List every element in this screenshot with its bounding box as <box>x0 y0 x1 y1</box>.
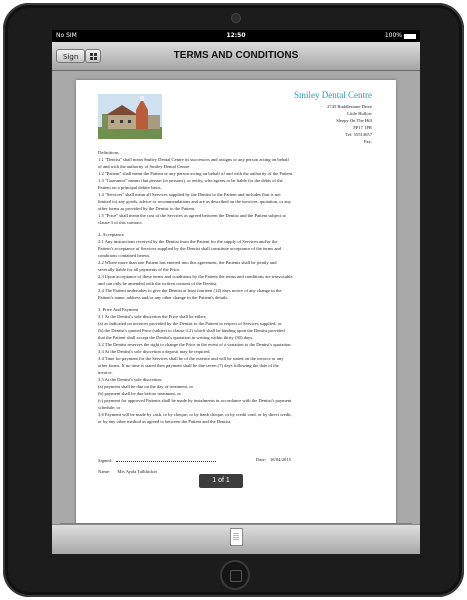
building-image <box>98 94 162 139</box>
terms-line: 3.3 At the Dentist's sole discretion a deposit may be required. <box>98 349 211 354</box>
terms-line: (b) the Dentist's quoted Price (subject to clause 3.2) which shall be binding upon the Dentist provided <box>98 328 285 333</box>
company-address-line: FP17 1PR <box>353 125 372 130</box>
terms-line: 3. Price And Payment <box>98 307 139 312</box>
signed-label: Signed: <box>98 458 113 463</box>
carrier-label: No SIM <box>56 32 77 39</box>
camera-icon <box>231 13 241 23</box>
terms-line: limited to) any goods, advice or recommendations and are as described on the invoices, quotation, or any <box>98 199 292 204</box>
terms-line: (c) payment for approved Patients shall be made by instalments in accordance with the Dentist's payment <box>98 398 292 403</box>
company-address-line: Little Hollow <box>347 111 372 116</box>
terms-line: 1.1 "Dentist" shall mean Smiley Dental Centre its successors and assigns or any person acting on behalf <box>98 157 289 162</box>
terms-line: other forms. If no time is stated then payment shall be due seven (7) days following the date of the <box>98 363 279 368</box>
tablet-device <box>3 3 464 597</box>
terms-line: 1.5 "Price" shall mean the cost of the Services as agreed between the Dentist and the Patient subject to <box>98 213 287 218</box>
terms-line: 2.3 Upon acceptance of these terms and conditions by the Patient the terms and conditions are irrevocable <box>98 274 293 279</box>
grid-icon <box>90 53 97 60</box>
terms-line: schedule; or <box>98 405 121 410</box>
top-toolbar <box>52 42 420 71</box>
name-value: Mrs Ayala Tallthicket <box>117 469 157 474</box>
terms-line: Patient on a principal debtor basis. <box>98 185 162 190</box>
battery-status <box>385 30 416 42</box>
page-title: TERMS AND CONDITIONS <box>173 50 299 61</box>
document-page[interactable] <box>76 80 396 524</box>
terms-line: conditions contained herein. <box>98 253 150 258</box>
page-thumbnail[interactable] <box>230 528 243 546</box>
terms-line: 3.2 The Dentist reserves the right to change the Price in the event of a variation to the Dentist's quotation. <box>98 342 292 347</box>
terms-line: clause 3 of this contract. <box>98 220 143 225</box>
terms-line: (a) payment shall be due on the day of treatment, or <box>98 384 194 389</box>
screen <box>52 30 420 554</box>
company-address-line: 2745 Ruddlestone Drive <box>327 104 372 109</box>
company-address-line: Fax: <box>363 139 372 144</box>
date-value: 16/04/2015 <box>270 457 291 462</box>
clock: 12:50 <box>226 32 246 39</box>
company-name: Smiley Dental Centre <box>294 90 372 100</box>
terms-line: 3.5 At the Dentist's sole discretion; <box>98 377 163 382</box>
terms-line: and can only be amended with the written consent of the Dentist. <box>98 281 218 286</box>
date-label: Date: <box>256 457 266 462</box>
terms-line: of and with the authority of Smiley Dental Centre <box>98 164 190 169</box>
terms-line: (a) as indicated on invoices provided by the Dentist to the Patient in respect of Services supplied; or <box>98 321 282 326</box>
thumbnail-bar <box>52 524 420 554</box>
terms-line: 1.4 "Services" shall mean all Services supplied by the Dentist to the Patient and includes (but is not <box>98 192 281 197</box>
terms-line: other forms as provided by the Dentist to the Patient. <box>98 206 196 211</box>
sign-button[interactable]: Sign <box>56 49 85 63</box>
terms-line: 3.4 Time for payment for the Services shall be of the essence and will be stated on the invoice or any <box>98 356 284 361</box>
signed-row <box>98 456 382 463</box>
terms-line: that the Patient shall accept the Dentist's quotation in writing within thirty (30) days. <box>98 335 254 340</box>
terms-line: Patient's name, address and/or any other change in the Patient's details. <box>98 295 229 300</box>
company-address-line: Tel: 55513657 <box>345 132 372 137</box>
battery-percent: 100% <box>384 32 402 39</box>
home-button[interactable] <box>220 560 250 590</box>
terms-line: Patient's acceptance of Services supplied by the Dentist shall constitute acceptance of the terms and <box>98 246 281 251</box>
terms-line: 2.4 The Patient undertakes to give the Dentist at least fourteen (14) days notice of any change in the <box>98 288 282 293</box>
terms-line: 2.2 Where more than one Patient has entered into this agreement, the Patients shall be jointly and <box>98 260 277 265</box>
terms-body <box>98 149 382 425</box>
terms-line: 1.2 "Patient" shall mean the Patient or any person acting on behalf of and with the authority of the Patient. <box>98 171 294 176</box>
terms-line: 1.3 "Guarantor" means that person (or persons), or entity, who agrees to be liable for the debts of the <box>98 178 283 183</box>
signature-line[interactable] <box>116 456 216 462</box>
terms-line: 2. Acceptance <box>98 232 124 237</box>
page-indicator: 1 of 1 <box>199 474 243 488</box>
terms-line: invoice. <box>98 370 113 375</box>
name-label: Name: <box>98 469 111 474</box>
document-content <box>76 80 396 524</box>
terms-line: 3.1 At the Dentist's sole discretion the Price shall be either; <box>98 314 207 319</box>
grid-view-button[interactable] <box>85 49 101 63</box>
status-bar <box>52 30 420 42</box>
battery-icon <box>404 34 416 39</box>
terms-line: severally liable for all payments of the Price. <box>98 267 181 272</box>
terms-line: Definitions <box>98 150 119 155</box>
terms-line: or by any other method as agreed to between the Patient and the Dentist. <box>98 419 232 424</box>
terms-line: 2.1 Any instructions received by the Dentist from the Patient for the supply of Services and/or the <box>98 239 278 244</box>
company-address-line: Sleepy On The Hill <box>336 118 372 123</box>
terms-line: (b) payment shall be due before treatment, or <box>98 391 181 396</box>
terms-line: 3.6 Payment will be made by cash, or by cheque, or by bank cheque, or by credit card, or by direct credit, <box>98 412 292 417</box>
